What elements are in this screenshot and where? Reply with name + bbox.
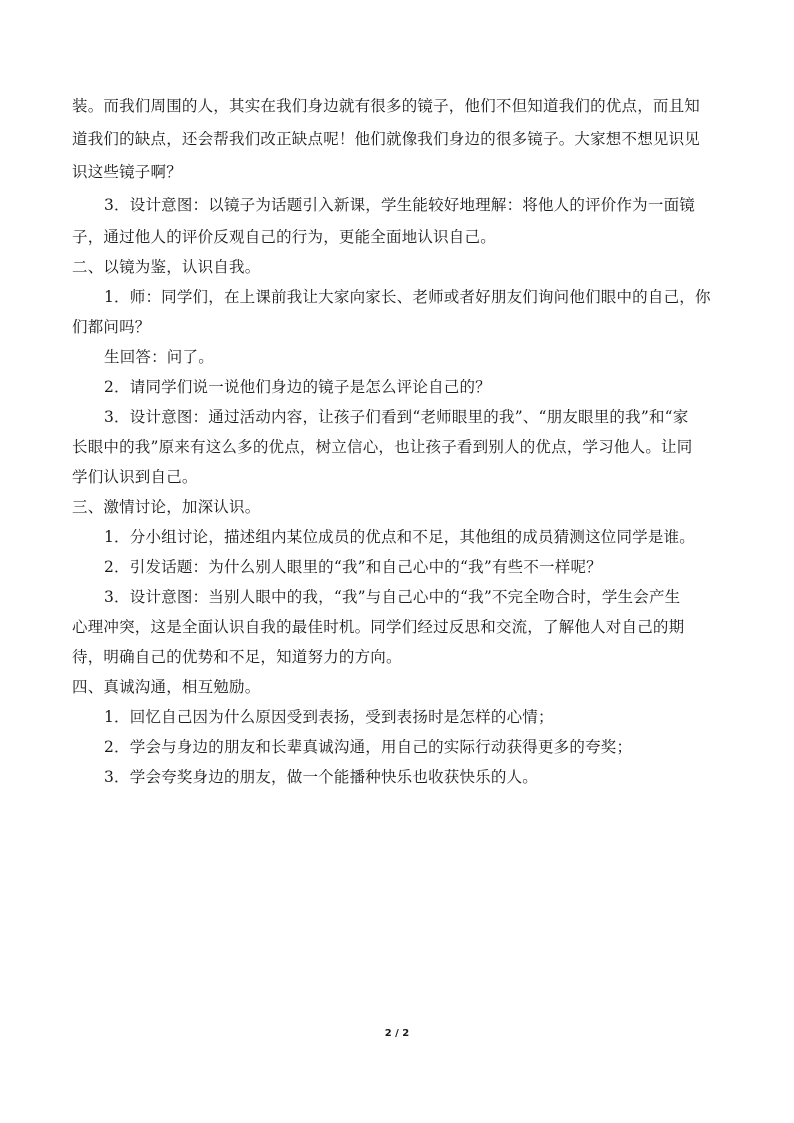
- section-heading: 三、激情讨论，加深认识。: [72, 498, 261, 516]
- paragraph-line: 生回答：问了。: [104, 348, 214, 366]
- paragraph-line: 识这些镜子啊？: [72, 163, 182, 181]
- paragraph-line: 3．设计意图：当别人眼中的我，“我”与自己心中的“我”不完全吻合时，学生会产生: [104, 588, 681, 606]
- paragraph-line: 1．分小组讨论，描述组内某位成员的优点和不足，其他组的成员猜测这位同学是谁。: [104, 528, 695, 546]
- paragraph-line: 2．引发话题：为什么别人眼里的“我”和自己心中的“我”有些不一样呢？: [104, 558, 602, 576]
- paragraph-line: 长眼中的我”原来有这么多的优点，树立信心，也让孩子看到别人的优点，学习他人。让同: [72, 438, 693, 456]
- paragraph-line: 学们认识到自己。: [72, 468, 198, 486]
- paragraph-line: 3．设计意图：以镜子为话题引入新课，学生能较好地理解：将他人的评价作为一面镜: [104, 196, 695, 214]
- page-number: 2 / 2: [384, 1028, 410, 1039]
- paragraph-line: 3．学会夸奖身边的朋友，做一个能播种快乐也收获快乐的人。: [104, 768, 538, 786]
- paragraph-line: 1．回忆自己因为什么原因受到表扬，受到表扬时是怎样的心情；: [104, 708, 554, 726]
- paragraph-line: 心理冲突，这是全面认识自我的最佳时机。同学们经过反思和交流，了解他人对自己的期: [72, 618, 685, 636]
- paragraph-line: 子，通过他人的评价反观自己的行为，更能全面地认识自己。: [72, 228, 496, 246]
- paragraph-line: 1．师：同学们，在上课前我让大家向家长、老师或者好朋友们询问他们眼中的自己，你: [104, 288, 711, 306]
- paragraph-line: 道我们的缺点，还会帮我们改正缺点呢！他们就像我们身边的很多镜子。大家想不想见识见: [72, 130, 701, 148]
- paragraph-line: 3．设计意图：通过活动内容，让孩子们看到“老师眼里的我”、“朋友眼里的我”和“家: [104, 408, 689, 426]
- paragraph-line: 2．请同学们说一说他们身边的镜子是怎么评论自己的？: [104, 378, 491, 396]
- paragraph-line: 2．学会与身边的朋友和长辈真诚沟通，用自己的实际行动获得更多的夸奖；: [104, 738, 633, 756]
- paragraph-line: 们都问吗？: [72, 318, 151, 336]
- section-heading: 二、以镜为鉴，认识自我。: [72, 258, 261, 276]
- paragraph-line: 待，明确自己的优势和不足，知道努力的方向。: [72, 648, 402, 666]
- section-heading: 四、真诚沟通，相互勉励。: [72, 678, 261, 696]
- paragraph-line: 装。而我们周围的人，其实在我们身边就有很多的镜子，他们不但知道我们的优点，而且知: [72, 97, 701, 115]
